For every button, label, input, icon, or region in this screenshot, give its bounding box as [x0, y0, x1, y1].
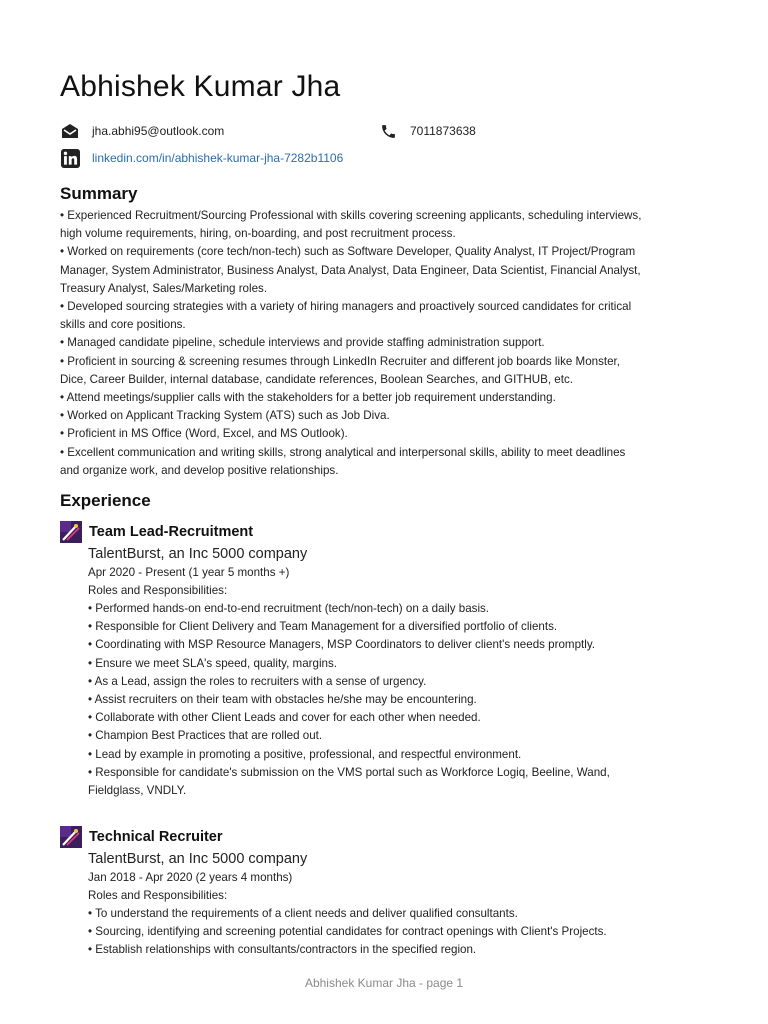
job-entry — [60, 520, 710, 800]
list-item: • Developed sourcing strategies with a variety of hiring managers and proactively sourced candidates for critical — [60, 300, 632, 314]
envelope-icon — [60, 121, 80, 141]
page-footer: Abhishek Kumar Jha - page 1 — [304, 976, 464, 990]
summary-list — [60, 207, 710, 480]
job-title: Team Lead-Recruitment — [89, 524, 254, 540]
list-item: • Excellent communication and writing skills, strong analytical and interpersonal skills, ability to meet deadlines — [60, 445, 626, 459]
list-item: high volume requirements, hiring, on-boarding, and post recruitment process. — [60, 227, 456, 241]
list-item: • Attend meetings/supplier calls with the stakeholders for a better job requirement understanding. — [60, 391, 556, 405]
linkedin-contact — [60, 148, 343, 168]
roles-label: Roles and Responsibilities: — [88, 584, 228, 597]
list-item: • Proficient in MS Office (Word, Excel, and MS Outlook). — [60, 427, 348, 441]
list-item: • Ensure we meet SLA's speed, quality, margins. — [88, 656, 337, 670]
phone-contact — [378, 121, 476, 141]
job-dates: Apr 2020 - Present (1 year 5 months +) — [88, 566, 290, 579]
list-item: • Worked on requirements (core tech/non-tech) such as Software Developer, Quality Analyst, IT Project/Program — [60, 245, 636, 259]
talentburst-logo-icon — [60, 521, 82, 543]
list-item: • Managed candidate pipeline, schedule interviews and provide staffing administration support. — [60, 336, 545, 350]
list-item: • Worked on Applicant Tracking System (ATS) such as Job Diva. — [60, 409, 390, 423]
experience-heading: Experience — [60, 491, 151, 510]
company-name: TalentBurst, an Inc 5000 company — [88, 546, 308, 562]
list-item: Dice, Career Builder, internal database, candidate references, Boolean Searches, and GITHUB, etc. — [60, 372, 573, 386]
company-name: TalentBurst, an Inc 5000 company — [88, 851, 308, 867]
list-item: • Sourcing, identifying and screening potential candidates for contract openings with Client's Projects. — [88, 925, 607, 939]
roles-label: Roles and Responsibilities: — [88, 889, 228, 902]
job-dates: Jan 2018 - Apr 2020 (2 years 4 months) — [88, 871, 293, 884]
list-item: • Assist recruiters on their team with obstacles he/she may be encountering. — [88, 693, 477, 707]
list-item: • Responsible for candidate's submission on the VMS portal such as Workforce Logiq, Beeline, Wand, — [88, 765, 610, 779]
list-item: • Experienced Recruitment/Sourcing Professional with skills covering screening applicants, scheduling interviews, — [60, 209, 642, 222]
email-text[interactable]: jha.abhi95@outlook.com — [92, 124, 225, 138]
job-responsibilities — [88, 600, 668, 800]
list-item: • To understand the requirements of a client needs and deliver qualified consultants. — [88, 907, 518, 920]
list-item: Fieldglass, VNDLY. — [88, 784, 187, 798]
list-item: and organize work, and develop positive relationships. — [60, 463, 339, 477]
linkedin-icon — [60, 148, 80, 168]
phone-icon — [378, 121, 398, 141]
list-item: • Collaborate with other Client Leads and cover for each other when needed. — [88, 711, 481, 725]
list-item: • As a Lead, assign the roles to recruiters with a sense of urgency. — [88, 674, 427, 688]
list-item: • Responsible for Client Delivery and Team Management for a diversified portfolio of clients. — [88, 620, 558, 634]
list-item: • Lead by example in promoting a positive, professional, and respectful environment. — [88, 747, 522, 761]
candidate-name: Abhishek Kumar Jha — [60, 70, 341, 103]
linkedin-link[interactable]: linkedin.com/in/abhishek-kumar-jha-7282b1106 — [92, 151, 344, 165]
job-title: Technical Recruiter — [89, 829, 223, 845]
job-entry — [60, 825, 710, 960]
list-item: skills and core positions. — [60, 318, 186, 332]
list-item: • Coordinating with MSP Resource Managers, MSP Coordinators to deliver client's needs promptly. — [88, 638, 595, 652]
email-contact — [60, 121, 224, 141]
list-item: • Establish relationships with consultants/contractors in the specified region. — [88, 943, 477, 957]
phone-text[interactable]: 7011873638 — [410, 124, 476, 138]
summary-heading: Summary — [60, 184, 138, 203]
list-item: • Champion Best Practices that are rolled out. — [88, 729, 323, 743]
list-item: Manager, System Administrator, Business Analyst, Data Analyst, Data Engineer, Data Scientist, Financial Analyst, — [60, 263, 641, 277]
talentburst-logo-icon — [60, 826, 82, 848]
job-responsibilities — [88, 905, 668, 960]
list-item: • Performed hands-on end-to-end recruitment (tech/non-tech) on a daily basis. — [88, 602, 490, 615]
list-item: • Proficient in sourcing & screening resumes through LinkedIn Recruiter and different job boards like Monster, — [60, 354, 620, 368]
list-item: Treasury Analyst, Sales/Marketing roles. — [60, 281, 268, 295]
